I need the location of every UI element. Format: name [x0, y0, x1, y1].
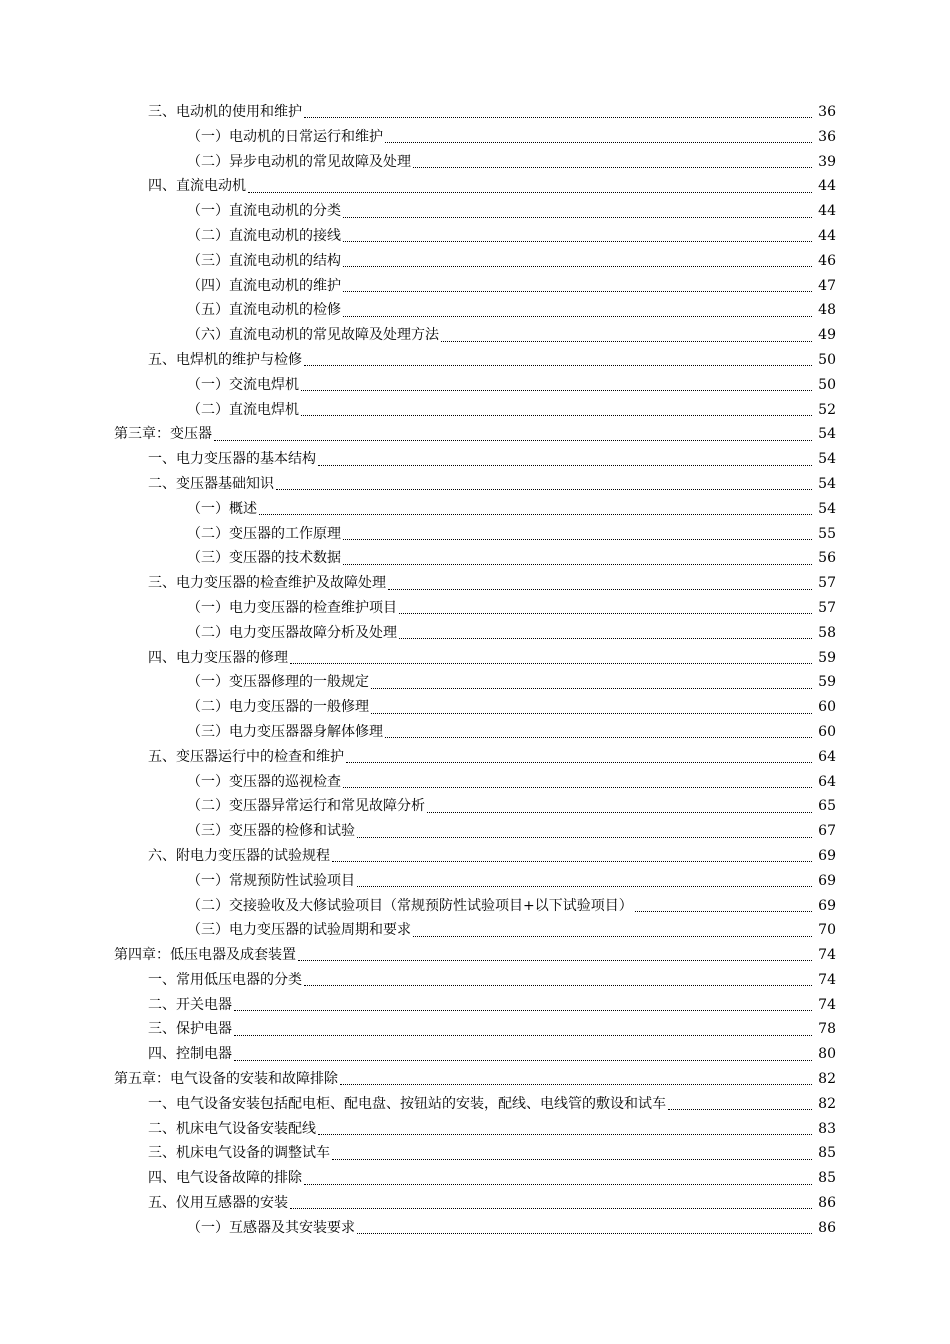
toc-section-entry[interactable] [0, 447, 950, 472]
dot-leader [343, 538, 812, 540]
toc-entry-title: （二）直流电动机的接线 [187, 227, 341, 244]
toc-entry-title: 一、电力变压器的基本结构 [148, 451, 316, 468]
toc-section-entry[interactable] [0, 100, 950, 125]
toc-section-entry[interactable] [0, 1117, 950, 1142]
toc-page-number: 57 [818, 599, 836, 616]
dot-leader [340, 1083, 812, 1085]
toc-entry-title: 二、开关电器 [148, 996, 232, 1013]
toc-entry-title: （一）交流电焊机 [187, 376, 299, 393]
toc-entry-title: （二）变压器异常运行和常见故障分析 [187, 798, 425, 815]
toc-page-number: 36 [818, 128, 836, 145]
toc-entry-title: （一）电力变压器的检查维护项目 [187, 599, 397, 616]
toc-section-entry[interactable] [0, 1141, 950, 1166]
toc-entry-title: 第五章：电气设备的安装和故障排除 [114, 1071, 338, 1088]
dot-leader [635, 910, 812, 912]
toc-entry-title: 四、电气设备故障的排除 [148, 1170, 302, 1187]
dot-leader [332, 860, 812, 862]
toc-page-number: 54 [818, 451, 836, 468]
toc-subsection-entry[interactable] [0, 720, 950, 745]
dot-leader [385, 736, 812, 738]
dot-leader [304, 1183, 812, 1185]
dot-leader [318, 1133, 812, 1135]
dot-leader [301, 389, 812, 391]
toc-page-number: 69 [818, 872, 836, 889]
toc-section-entry[interactable] [0, 1166, 950, 1191]
toc-page-number: 60 [818, 699, 836, 716]
dot-leader [332, 1158, 812, 1160]
dot-leader [298, 959, 812, 961]
toc-page-number: 54 [818, 500, 836, 517]
toc-page-number: 54 [818, 426, 836, 443]
dot-leader [399, 612, 812, 614]
toc-page-number: 46 [818, 252, 836, 269]
toc-page-number: 86 [818, 1219, 836, 1236]
toc-entry-title: （一）互感器及其安装要求 [187, 1219, 355, 1236]
toc-section-entry[interactable] [0, 1191, 950, 1216]
toc-chapter-entry[interactable] [0, 1067, 950, 1092]
toc-section-entry[interactable] [0, 646, 950, 671]
toc-subsection-entry[interactable] [0, 894, 950, 919]
toc-page-number: 47 [818, 277, 836, 294]
toc-page-number: 69 [818, 897, 836, 914]
dot-leader [343, 786, 812, 788]
dot-leader [343, 290, 812, 292]
toc-page-number: 50 [818, 351, 836, 368]
toc-entry-title: （一）概述 [187, 500, 257, 517]
toc-subsection-entry[interactable] [0, 596, 950, 621]
toc-subsection-entry[interactable] [0, 373, 950, 398]
toc-page-number: 44 [818, 227, 836, 244]
toc-entry-title: 三、电力变压器的检查维护及故障处理 [148, 575, 386, 592]
dot-leader [290, 662, 812, 664]
dot-leader [413, 166, 812, 168]
toc-page-number: 49 [818, 327, 836, 344]
toc-page-number: 74 [818, 947, 836, 964]
toc-entry-title: 五、仪用互感器的安装 [148, 1195, 288, 1212]
toc-entry-title: 四、控制电器 [148, 1046, 232, 1063]
toc-page-number: 52 [818, 401, 836, 418]
toc-entry-title: （六）直流电动机的常见故障及处理方法 [187, 327, 439, 344]
toc-entry-title: （二）异步电动机的常见故障及处理 [187, 153, 411, 170]
toc-page-number: 56 [818, 550, 836, 567]
dot-leader [259, 513, 812, 515]
dot-leader [399, 637, 812, 639]
toc-entry-title: 一、电气设备安装包括配电柜、配电盘、按钮站的安装，配线、电线管的敷设和试车 [148, 1095, 666, 1112]
toc-entry-title: （二）变压器的工作原理 [187, 525, 341, 542]
toc-page-number: 58 [818, 624, 836, 641]
toc-page-number: 85 [818, 1145, 836, 1162]
toc-section-entry[interactable] [0, 1092, 950, 1117]
toc-page-number: 83 [818, 1120, 836, 1137]
dot-leader [343, 240, 812, 242]
toc-entry-title: 三、保护电器 [148, 1021, 232, 1038]
dot-leader [385, 141, 812, 143]
toc-entry-title: 三、电动机的使用和维护 [148, 104, 302, 120]
toc-subsection-entry[interactable] [0, 621, 950, 646]
toc-subsection-entry[interactable] [0, 770, 950, 795]
toc-entry-title: （二）电力变压器故障分析及处理 [187, 624, 397, 641]
toc-page-number: 69 [818, 847, 836, 864]
toc-section-entry[interactable] [0, 571, 950, 596]
toc-section-entry[interactable] [0, 993, 950, 1018]
toc-chapter-entry[interactable] [0, 422, 950, 447]
dot-leader [346, 761, 812, 763]
toc-subsection-entry[interactable] [0, 1216, 950, 1241]
toc-entry-title: （一）电动机的日常运行和维护 [187, 128, 383, 145]
dot-leader [357, 885, 812, 887]
dot-leader [318, 464, 812, 466]
toc-entry-title: （三）变压器的技术数据 [187, 550, 341, 567]
toc-subsection-entry[interactable] [0, 224, 950, 249]
toc-entry-title: （三）电力变压器器身解体修理 [187, 723, 383, 740]
dot-leader [668, 1108, 812, 1110]
toc-entry-title: （三）变压器的检修和试验 [187, 823, 355, 840]
toc-entry-title: 二、变压器基础知识 [148, 475, 274, 492]
toc-page-number: 74 [818, 971, 836, 988]
dot-leader [304, 364, 812, 366]
toc-page-number: 57 [818, 575, 836, 592]
toc-entry-title: （二）直流电焊机 [187, 401, 299, 418]
toc-subsection-entry[interactable] [0, 918, 950, 943]
toc-subsection-entry[interactable] [0, 497, 950, 522]
dot-leader [357, 836, 812, 838]
toc-entry-title: （一）变压器修理的一般规定 [187, 674, 369, 691]
dot-leader [413, 935, 812, 937]
toc-section-entry[interactable] [0, 844, 950, 869]
toc-entry-title: （三）直流电动机的结构 [187, 252, 341, 269]
toc-entry-title: （二）交接验收及大修试验项目（常规预防性试验项目+以下试验项目） [187, 897, 633, 914]
toc-page-number: 64 [818, 773, 836, 790]
toc-subsection-entry[interactable] [0, 249, 950, 274]
toc-subsection-entry[interactable] [0, 298, 950, 323]
toc-entry-title: （五）直流电动机的检修 [187, 302, 341, 319]
toc-page-number: 48 [818, 302, 836, 319]
toc-page-number: 74 [818, 996, 836, 1013]
toc-page-number: 70 [818, 922, 836, 939]
dot-leader [304, 116, 812, 118]
toc-entry-title: 三、机床电气设备的调整试车 [148, 1145, 330, 1162]
toc-section-entry[interactable] [0, 1042, 950, 1067]
dot-leader [371, 687, 812, 689]
toc-section-entry[interactable] [0, 745, 950, 770]
toc-subsection-entry[interactable] [0, 199, 950, 224]
dot-leader [441, 340, 812, 342]
toc-subsection-entry[interactable] [0, 150, 950, 175]
toc-page-number: 55 [818, 525, 836, 542]
toc-entry-title: 六、附电力变压器的试验规程 [148, 847, 330, 864]
toc-entry-title: 二、机床电气设备安装配线 [148, 1120, 316, 1137]
toc-page-number: 59 [818, 649, 836, 666]
toc-page-number: 44 [818, 203, 836, 220]
dot-leader [234, 1009, 812, 1011]
toc-subsection-entry[interactable] [0, 398, 950, 423]
dot-leader [234, 1034, 812, 1036]
toc-entry-title: 五、电焊机的维护与检修 [148, 351, 302, 368]
toc-subsection-entry[interactable] [0, 323, 950, 348]
toc-page-number: 86 [818, 1195, 836, 1212]
dot-leader [388, 588, 812, 590]
toc-subsection-entry[interactable] [0, 794, 950, 819]
toc-page-number: 78 [818, 1021, 836, 1038]
toc-subsection-entry[interactable] [0, 819, 950, 844]
toc-page-number: 60 [818, 723, 836, 740]
toc-page-number: 54 [818, 475, 836, 492]
toc-page-number: 85 [818, 1170, 836, 1187]
toc-section-entry[interactable] [0, 174, 950, 199]
table-of-contents [0, 100, 950, 1241]
toc-entry-title: （二）电力变压器的一般修理 [187, 699, 369, 716]
toc-entry-title: （四）直流电动机的维护 [187, 277, 341, 294]
toc-entry-title: 一、常用低压电器的分类 [148, 971, 302, 988]
toc-entry-title: 第四章：低压电器及成套装置 [114, 947, 296, 964]
toc-page-number: 44 [818, 178, 836, 195]
toc-page-number: 39 [818, 153, 836, 170]
toc-entry-title: 五、变压器运行中的检查和维护 [148, 748, 344, 765]
toc-chapter-entry[interactable] [0, 943, 950, 968]
toc-section-entry[interactable] [0, 348, 950, 373]
toc-page-number: 36 [818, 104, 836, 120]
toc-page-number: 82 [818, 1095, 836, 1112]
dot-leader [343, 563, 812, 565]
dot-leader [276, 488, 812, 490]
dot-leader [357, 1232, 812, 1234]
toc-page-number: 67 [818, 823, 836, 840]
toc-entry-title: 四、直流电动机 [148, 178, 246, 195]
toc-page-number: 80 [818, 1046, 836, 1063]
toc-entry-title: （一）变压器的巡视检查 [187, 773, 341, 790]
toc-entry-title: （三）电力变压器的试验周期和要求 [187, 922, 411, 939]
toc-page-number: 59 [818, 674, 836, 691]
dot-leader [371, 712, 812, 714]
dot-leader [234, 1059, 812, 1061]
toc-page-number: 50 [818, 376, 836, 393]
toc-entry-title: 四、电力变压器的修理 [148, 649, 288, 666]
toc-entry-title: （一）常规预防性试验项目 [187, 872, 355, 889]
toc-page-number: 64 [818, 748, 836, 765]
dot-leader [290, 1207, 812, 1209]
toc-page-number: 65 [818, 798, 836, 815]
toc-subsection-entry[interactable] [0, 670, 950, 695]
dot-leader [304, 984, 812, 986]
dot-leader [343, 216, 812, 218]
toc-subsection-entry[interactable] [0, 125, 950, 150]
toc-subsection-entry[interactable] [0, 522, 950, 547]
toc-subsection-entry[interactable] [0, 695, 950, 720]
dot-leader [248, 191, 812, 193]
dot-leader [343, 265, 812, 267]
toc-subsection-entry[interactable] [0, 274, 950, 299]
dot-leader [427, 811, 812, 813]
toc-page-number: 82 [818, 1071, 836, 1088]
toc-subsection-entry[interactable] [0, 546, 950, 571]
dot-leader [301, 414, 812, 416]
toc-section-entry[interactable] [0, 1017, 950, 1042]
toc-subsection-entry[interactable] [0, 869, 950, 894]
dot-leader [214, 439, 812, 441]
dot-leader [343, 315, 812, 317]
toc-section-entry[interactable] [0, 472, 950, 497]
toc-entry-title: 第三章：变压器 [114, 426, 212, 443]
toc-section-entry[interactable] [0, 968, 950, 993]
toc-entry-title: （一）直流电动机的分类 [187, 203, 341, 220]
